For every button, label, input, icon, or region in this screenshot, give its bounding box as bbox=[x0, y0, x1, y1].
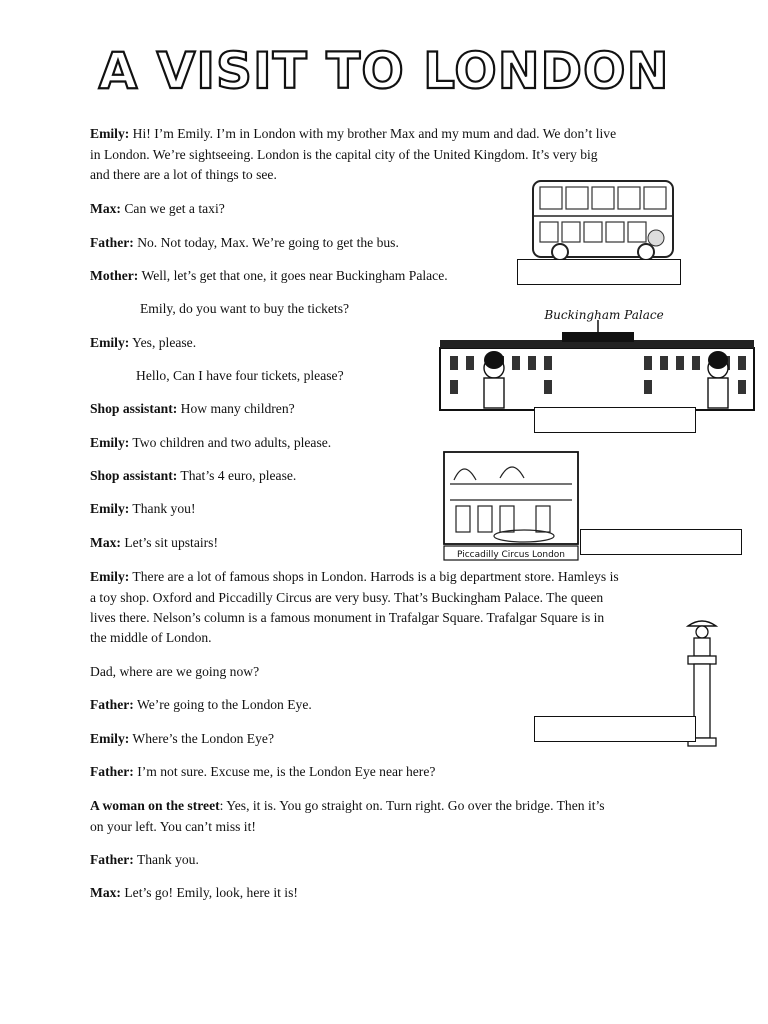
speaker-label: Max: bbox=[90, 885, 121, 900]
speaker-label: Emily: bbox=[90, 335, 130, 350]
line-text: and there are a lot of things to see. bbox=[90, 167, 277, 182]
line-text: Hi! I’m Emily. I’m in London with my brother Max and my mum and dad. We don’t live bbox=[129, 126, 617, 141]
line-26 bbox=[90, 883, 298, 904]
line-text: Emily, do you want to buy the tickets? bbox=[140, 301, 350, 316]
line-text: Two children and two adults, please. bbox=[129, 435, 332, 450]
line-21 bbox=[90, 729, 274, 750]
line-text: a toy shop. Oxford and Piccadilly Circus are very busy. That’s Buckingham Palace. The queen bbox=[90, 590, 604, 605]
line-7 bbox=[140, 299, 349, 320]
speaker-label: Mother: bbox=[90, 268, 139, 283]
speaker-label: Shop assistant: bbox=[90, 401, 178, 416]
title-text: A VISIT TO LONDON bbox=[98, 42, 670, 100]
line-text: Thank you. bbox=[133, 852, 199, 867]
speaker-label: A woman on the street bbox=[90, 798, 220, 813]
line-text: How many children? bbox=[177, 401, 295, 416]
line-14 bbox=[90, 533, 218, 554]
line-2 bbox=[90, 145, 598, 166]
line-text: Can we get a taxi? bbox=[120, 201, 225, 216]
line-text: Thank you! bbox=[129, 501, 196, 516]
line-text: There are a lot of famous shops in London. Harrods is a big department store. Hamleys is bbox=[129, 569, 619, 584]
palace-caption: Buckingham Palace bbox=[544, 308, 664, 322]
line-text: Let’s go! Emily, look, here it is! bbox=[120, 885, 298, 900]
line-text: : Yes, it is. You go straight on. Turn right. Go over the bridge. Then it’s bbox=[219, 798, 605, 813]
speaker-label: Emily: bbox=[90, 126, 130, 141]
line-text: Dad, where are we going now? bbox=[90, 664, 260, 679]
line-text: We’re going to the London Eye. bbox=[133, 697, 312, 712]
speaker-label: Emily: bbox=[90, 569, 130, 584]
piccadilly-caption: Piccadilly Circus London bbox=[456, 550, 566, 560]
line-9 bbox=[136, 366, 344, 387]
line-3 bbox=[90, 165, 277, 186]
answer-box-nelson[interactable] bbox=[534, 716, 696, 742]
line-25 bbox=[90, 850, 199, 871]
line-text: the middle of London. bbox=[90, 630, 212, 645]
answer-box-piccadilly[interactable] bbox=[580, 529, 742, 555]
speaker-label: Father: bbox=[90, 235, 134, 250]
line-text: Let’s sit upstairs! bbox=[120, 535, 218, 550]
speaker-label: Max: bbox=[90, 201, 121, 216]
double-decker-bus-icon bbox=[530, 178, 678, 262]
line-20 bbox=[90, 695, 312, 716]
line-6 bbox=[90, 266, 448, 287]
speaker-label: Emily: bbox=[90, 501, 130, 516]
line-1 bbox=[90, 124, 616, 145]
line-11 bbox=[90, 433, 331, 454]
speaker-label: Max: bbox=[90, 535, 121, 550]
line-23 bbox=[90, 796, 605, 817]
line-24 bbox=[90, 817, 256, 838]
line-18 bbox=[90, 628, 212, 649]
line-13 bbox=[90, 499, 195, 520]
line-10 bbox=[90, 399, 295, 420]
line-text: in London. We’re sightseeing. London is the capital city of the United Kingdom. It’s very big bbox=[90, 147, 598, 162]
speaker-label: Shop assistant: bbox=[90, 468, 178, 483]
speaker-label: Father: bbox=[90, 852, 134, 867]
speaker-label: Emily: bbox=[90, 435, 130, 450]
line-12 bbox=[90, 466, 296, 487]
line-4 bbox=[90, 199, 225, 220]
line-text: No. Not today, Max. We’re going to get the bus. bbox=[133, 235, 399, 250]
line-15 bbox=[90, 567, 619, 588]
line-text: I’m not sure. Excuse me, is the London Eye near here? bbox=[133, 764, 436, 779]
line-text: Where’s the London Eye? bbox=[129, 731, 274, 746]
answer-box-bus[interactable] bbox=[517, 259, 681, 285]
line-22 bbox=[90, 762, 435, 783]
line-text: lives there. Nelson’s column is a famous monument in Trafalgar Square. Trafalgar Square is in bbox=[90, 610, 605, 625]
line-text: Yes, please. bbox=[129, 335, 197, 350]
line-text: Well, let’s get that one, it goes near Buckingham Palace. bbox=[138, 268, 448, 283]
buckingham-palace-icon bbox=[436, 306, 758, 418]
line-text: Hello, Can I have four tickets, please? bbox=[136, 368, 344, 383]
line-17 bbox=[90, 608, 604, 629]
page-title bbox=[0, 38, 768, 98]
line-text: on your left. You can’t miss it! bbox=[90, 819, 256, 834]
line-8 bbox=[90, 333, 196, 354]
answer-box-palace[interactable] bbox=[534, 407, 696, 433]
line-19 bbox=[90, 662, 259, 683]
line-text: That’s 4 euro, please. bbox=[177, 468, 297, 483]
speaker-label: Emily: bbox=[90, 731, 130, 746]
piccadilly-circus-icon bbox=[442, 450, 580, 562]
speaker-label: Father: bbox=[90, 764, 134, 779]
line-5 bbox=[90, 233, 399, 254]
speaker-label: Father: bbox=[90, 697, 134, 712]
line-16 bbox=[90, 588, 603, 609]
